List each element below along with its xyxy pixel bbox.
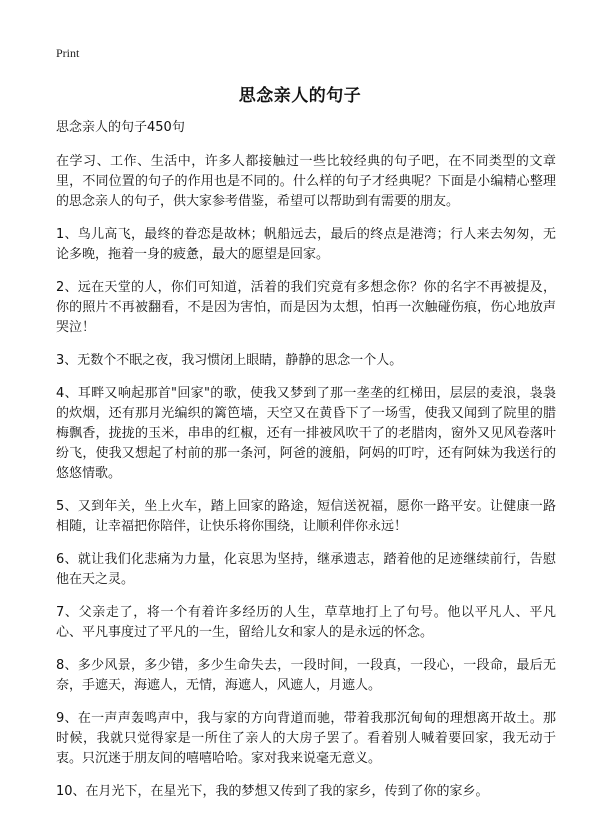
quote-item-8: 8、多少风景，多少错，多少生命失去，一段时间，一段真，一段心，一段命，最后无奈，手遮天，海遮人，无情，海遮人，风遮人，月遮人。 xyxy=(56,658,556,693)
quote-item-9: 9、在一声声轰鸣声中，我与家的方向背道而驰，带着我那沉甸甸的理想离开故土。那时候，我就只觉得家是一所住了亲人的大房子罢了。看着别人喊着要回家，我无动于衷。只沉迷于朋友间的嘻嘻哈哈。家对我来说毫无意义。 xyxy=(56,711,556,766)
quote-item-4: 4、耳畔又响起那首"回家"的歌，使我又梦到了那一垄垄的红梯田，层层的麦浪，袅袅的炊烟，还有那月光编织的篱笆墙，天空又在黄昏下了一场雪，使我又闻到了院里的腊梅飘香，拢拢的玉米，串串的红椒，还有一排被风吹干了的老腊肉，窗外又见风卷落叶纷飞，使我又想起了村前的那一条河，阿爸的渡船，阿妈的叮咛，还有阿妹为我送行的悠悠情歌。 xyxy=(56,386,556,481)
quote-item-6: 6、就让我们化悲痛为力量，化哀思为坚持，继承遗志，踏着他的足迹继续前行，告慰他在天之灵。 xyxy=(56,552,556,587)
print-link[interactable]: Print xyxy=(56,46,80,60)
quote-item-5: 5、又到年关，坐上火车，踏上回家的路途，短信送祝福，愿你一路平安。让健康一路相随，让幸福把你陪伴，让快乐将你围绕，让顺利伴你永远！ xyxy=(56,499,556,534)
quote-item-3: 3、无数个不眠之夜，我习惯闭上眼睛，静静的思念一个人。 xyxy=(56,353,403,368)
quote-item-2: 2、远在天堂的人，你们可知道，活着的我们究竟有多想念你？你的名字不再被提及，你的照片不再被翻看，不是因为害怕，而是因为太想，怕再一次触碰伤痕，伤心地放声哭泣！ xyxy=(56,280,556,335)
article-subtitle: 思念亲人的句子450句 xyxy=(56,120,185,135)
quote-item-7: 7、父亲走了，将一个有着许多经历的人生，草草地打上了句号。他以平凡人、平凡心、平凡事度过了平凡的一生，留给儿女和家人的是永远的怀念。 xyxy=(56,605,556,640)
intro-paragraph: 在学习、工作、生活中，许多人都接触过一些比较经典的句子吧，在不同类型的文章里，不同位置的句子的作用也是不同的。什么样的句子才经典呢？下面是小编精心整理的思念亲人的句子，供大家参考借鉴，希望可以帮助到有需要的朋友。 xyxy=(56,154,556,209)
quote-item-1: 1、鸟儿高飞，最终的眷恋是故林；帆船远去，最后的终点是港湾；行人来去匆匆，无论多晚，拖着一身的疲惫，最大的愿望是回家。 xyxy=(56,227,556,262)
page-title: 思念亲人的句子 xyxy=(238,86,362,106)
quote-item-10: 10、在月光下，在星光下，我的梦想又传到了我的家乡，传到了你的家乡。 xyxy=(56,784,489,799)
article-body xyxy=(56,118,556,815)
